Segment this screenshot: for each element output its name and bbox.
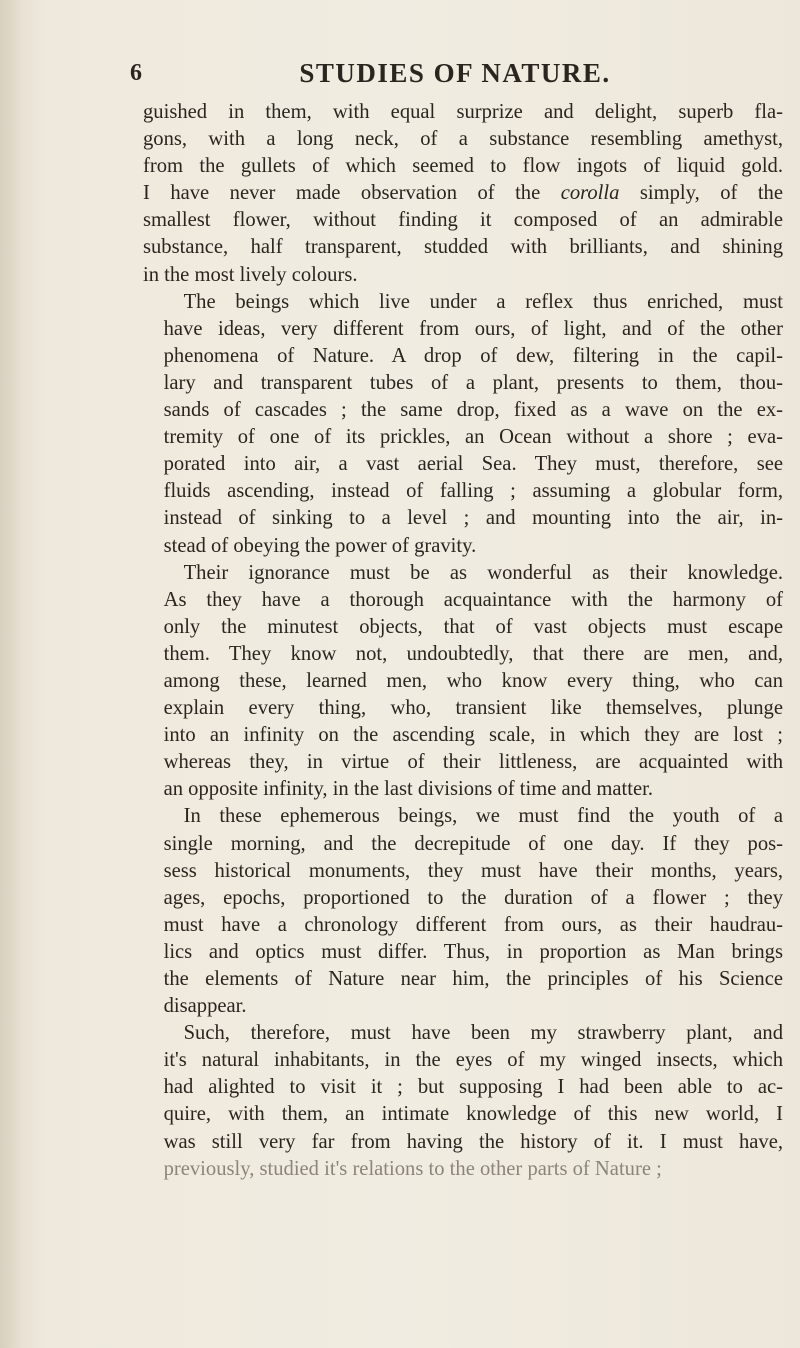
running-title: STUDIES OF NATURE. [299, 58, 611, 88]
text-line: porated into air, a vast aerial Sea. They must, therefore, see [163, 453, 783, 476]
text-line: I have never made observation of the corolla simply, of the [143, 182, 783, 205]
text-line: only the minutest objects, that of vast objects must escape [163, 615, 783, 638]
text-line: Such, therefore, must have been my strawberry plant, and [183, 1022, 783, 1045]
italic-term: corolla [560, 182, 620, 205]
text-line: single morning, and the decrepitude of one day. If they pos- [163, 832, 783, 855]
paragraph [143, 289, 783, 560]
text-line: guished in them, with equal surprize and delight, superb fla- [143, 101, 783, 123]
text-line: smallest flower, without finding it composed of an admirable [143, 209, 783, 232]
text-line: substance, half transparent, studded with brilliants, and shining [143, 236, 783, 259]
paragraph [143, 99, 783, 289]
body-text [143, 99, 783, 1183]
text-line: into an infinity on the ascending scale, in which they are lost ; [163, 724, 783, 747]
text-line: lics and optics must differ. Thus, in proportion as Man brings [163, 940, 783, 963]
text-line: among these, learned men, who know every thing, who can [163, 669, 783, 692]
text-line: must have a chronology different from ours, as their haudrau- [163, 913, 783, 936]
text-line: lary and transparent tubes of a plant, presents to them, thou- [163, 371, 783, 394]
page-gutter-shadow [0, 0, 22, 1348]
text-line: was still very far from having the history of it. I must have, [163, 1130, 783, 1153]
text-line: have ideas, very different from ours, of light, and of the other [163, 317, 783, 340]
text-line: ages, epochs, proportioned to the duration of a flower ; they [163, 886, 783, 909]
text-line: gons, with a long neck, of a substance resembling amethyst, [143, 128, 783, 151]
text-line: it's natural inhabitants, in the eyes of my winged insects, which [163, 1049, 783, 1072]
text-line: disappear. [163, 995, 247, 1018]
text-line: an opposite infinity, in the last divisions of time and matter. [163, 778, 654, 801]
text-line: Their ignorance must be as wonderful as their knowledge. [183, 561, 783, 584]
paragraph [143, 560, 783, 804]
text-line: the elements of Nature near him, the principles of his Science [163, 968, 783, 990]
text-line: previously, studied it's relations to the other parts of Nature ; [163, 1157, 662, 1180]
text-line: explain every thing, who, transient like themselves, plunge [163, 697, 783, 720]
text-line: phenomena of Nature. A drop of dew, filtering in the capil- [163, 344, 783, 367]
text-line: instead of sinking to a level ; and mounting into the air, in- [163, 507, 783, 530]
text-line: had alighted to visit it ; but supposing I had been able to ac- [163, 1076, 783, 1099]
running-header [130, 58, 780, 94]
text-line: As they have a thorough acquaintance with the harmony of [163, 588, 783, 611]
text-line: them. They know not, undoubtedly, that there are men, and, [163, 642, 783, 665]
text-line: stead of obeying the power of gravity. [163, 534, 477, 557]
text-line: tremity of one of its prickles, an Ocean without a shore ; eva- [163, 426, 783, 449]
text-line: quire, with them, an intimate knowledge of this new world, I [163, 1103, 783, 1126]
text-line: sess historical monuments, they must have their months, years, [163, 859, 783, 882]
text-line: The beings which live under a reflex thus enriched, must [183, 290, 783, 313]
text-line: In these ephemerous beings, we must find the youth of a [183, 805, 783, 828]
text-line: whereas they, in virtue of their littleness, are acquainted with [163, 751, 783, 774]
text-line: from the gullets of which seemed to flow ingots of liquid gold. [143, 155, 783, 178]
text-line: sands of cascades ; the same drop, fixed as a wave on the ex- [163, 399, 783, 422]
text-line: fluids ascending, instead of falling ; assuming a globular form, [163, 480, 783, 503]
paragraph [143, 1020, 783, 1183]
text-line: in the most lively colours. [143, 263, 358, 286]
paragraph [143, 803, 783, 1020]
page-number: 6 [130, 60, 143, 86]
